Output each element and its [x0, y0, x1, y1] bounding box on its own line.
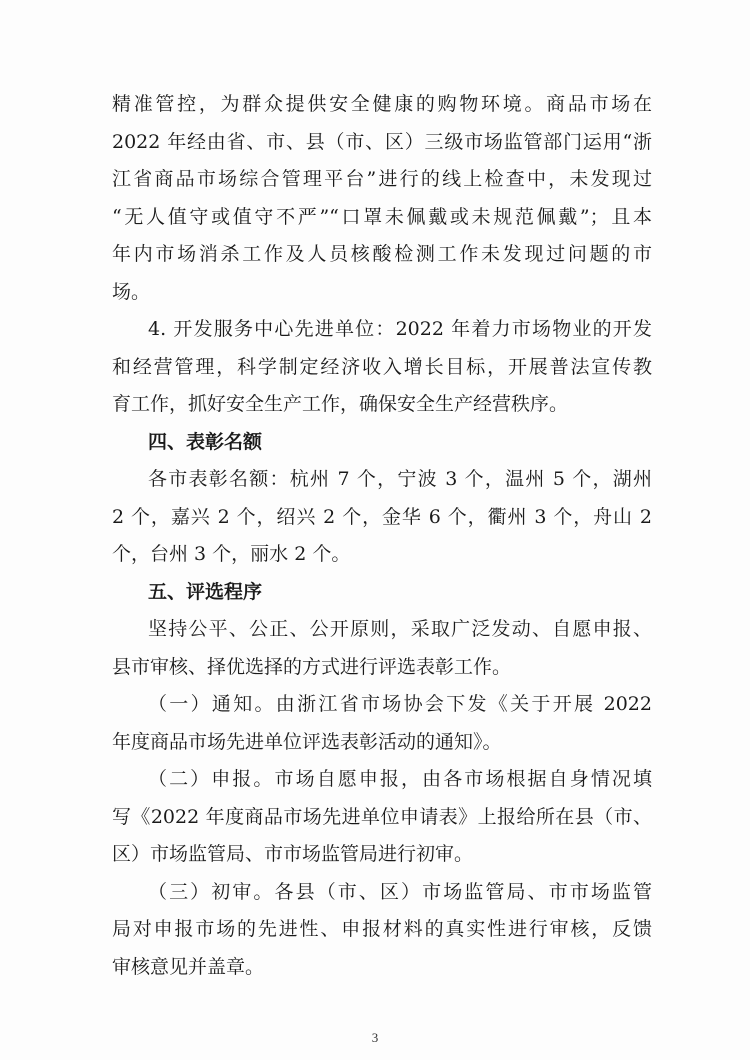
text-line: 写《2022 年度商品市场先进单位申请表》上报给所在县（市、: [112, 805, 652, 828]
text-line: 坚持公平、公正、公开原则，采取广泛发动、自愿申报、: [148, 618, 652, 640]
text-line: 县市审核、择优选择的方式进行评选表彰工作。: [112, 655, 512, 678]
section-heading: 五、评选程序: [148, 580, 263, 603]
text-line: 审核意见并盖章。: [112, 955, 265, 978]
text-line: 2 个，嘉兴 2 个，绍兴 2 个，金华 6 个，衢州 3 个，舟山 2: [112, 505, 652, 528]
text-line: 2022 年经由省、市、县（市、区）三级市场监管部门运用“浙: [112, 130, 652, 153]
page-number: 3: [371, 1030, 379, 1045]
text-line: 个，台州 3 个，丽水 2 个。: [112, 543, 351, 565]
text-line: （三）初审。各县（市、区）市场监管局、市市场监管: [148, 880, 652, 903]
text-line: 精准管控，为群众提供安全健康的购物环境。商品市场在: [112, 93, 652, 115]
text-line: 和经营管理，科学制定经济收入增长目标，开展普法宣传教: [112, 355, 652, 378]
text-line: （一）通知。由浙江省市场协会下发《关于开展 2022: [148, 693, 652, 715]
text-line: 各市表彰名额：杭州 7 个，宁波 3 个，温州 5 个，湖州: [148, 468, 652, 490]
section-heading: 四、表彰名额: [148, 430, 263, 453]
text-line: 育工作，抓好安全生产工作，确保安全生产经营秩序。: [112, 393, 569, 415]
text-line: 4. 开发服务中心先进单位：2022 年着力市场物业的开发: [148, 318, 652, 340]
text-line: 年内市场消杀工作及人员核酸检测工作未发现过问题的市: [112, 243, 652, 265]
text-line: 江省商品市场综合管理平台”进行的线上检查中，未发现过: [112, 168, 652, 190]
text-line: 区）市场监管局、市市场监管局进行初审。: [112, 843, 474, 865]
text-line: 局对申报市场的先进性、申报材料的真实性进行审核，反馈: [112, 918, 652, 940]
text-line: （二）申报。市场自愿申报，由各市场根据自身情况填: [148, 768, 652, 790]
text-line: 场。: [112, 280, 151, 303]
text-line: “无人值守或值守不严”“口罩未佩戴或未规范佩戴”；且本: [112, 205, 652, 228]
text-line: 年度商品市场先进单位评选表彰活动的通知》。: [112, 730, 502, 753]
